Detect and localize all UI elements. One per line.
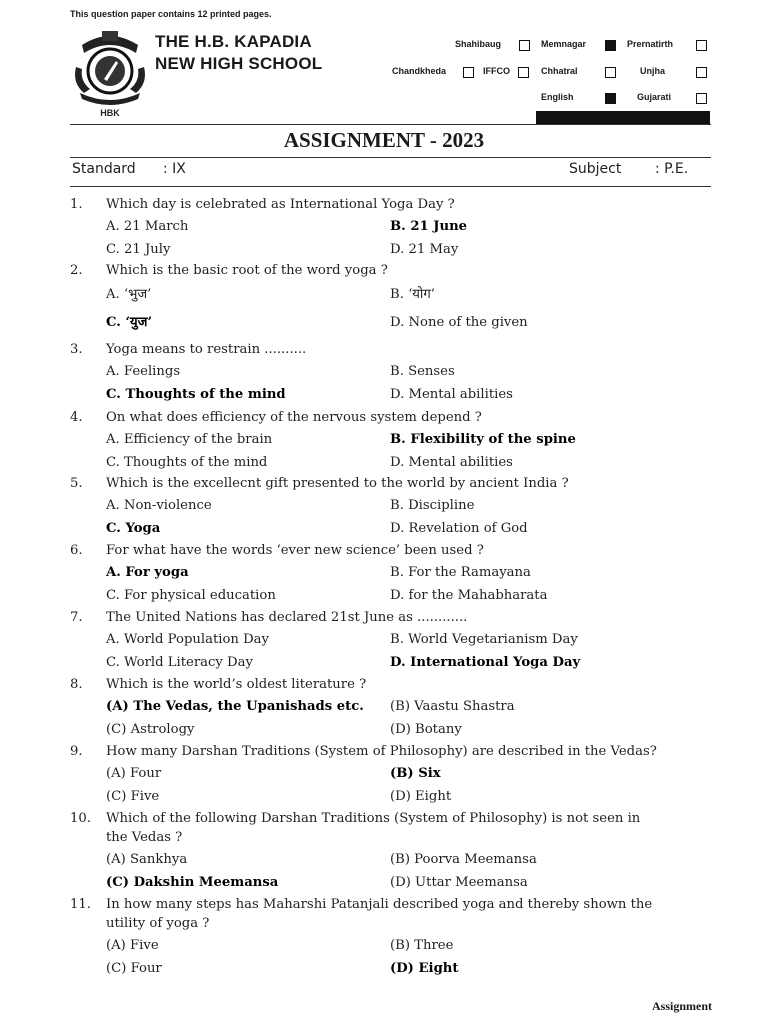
subject-value: : P.E. (655, 161, 689, 177)
branch-checkbox-iffco[interactable] (518, 67, 529, 78)
option: C. Thoughts of the mind (106, 454, 268, 470)
school-name-line1: THE H.B. KAPADIA (155, 32, 312, 51)
branch-checkbox-chandkheda[interactable] (463, 67, 474, 78)
branch-label-chandkheda: Chandkheda (392, 66, 447, 76)
correct-option: C. Yoga (106, 520, 161, 536)
correct-option: (B) Six (390, 766, 441, 781)
question-number: 4. (70, 410, 83, 425)
branch-checkbox-memnagar[interactable] (605, 40, 616, 51)
option: (D) Uttar Meemansa (390, 874, 528, 890)
question-number: 7. (70, 610, 83, 625)
correct-option: B. Flexibility of the spine (390, 432, 576, 447)
option: A. World Population Day (106, 632, 269, 647)
page-count-note: This question paper contains 12 printed pages. (70, 9, 272, 19)
branch-checkbox-gujarati[interactable] (696, 93, 707, 104)
question-text: In how many steps has Maharshi Patanjali described yoga and thereby shown the (106, 897, 653, 912)
question-number: 8. (70, 677, 83, 692)
option: (C) Five (106, 788, 160, 804)
footer-label: Assignment (651, 999, 712, 1013)
correct-option: A. For yoga (106, 565, 189, 580)
correct-option: C. ‘युज’ (106, 315, 153, 330)
question-number: 3. (70, 342, 83, 357)
correct-option: B. 21 June (390, 219, 468, 234)
question-text: utility of yoga ? (106, 916, 210, 931)
option: (D) Botany (390, 721, 462, 737)
question-number: 2. (70, 263, 83, 278)
meta-divider (70, 186, 711, 187)
option: (B) Three (390, 938, 454, 953)
question-text: Yoga means to restrain .......... (106, 342, 307, 357)
branch-label-memnagar: Memnagar (541, 39, 587, 49)
option: A. Efficiency of the brain (106, 432, 273, 447)
question-text: Which day is celebrated as International Yoga Day ? (106, 197, 455, 212)
option: (C) Astrology (106, 721, 195, 737)
branch-label-iffco: IFFCO (483, 66, 510, 76)
option: B. Senses (390, 364, 455, 379)
option: (B) Poorva Meemansa (390, 852, 537, 867)
option: D. Mental abilities (390, 454, 513, 470)
assignment-title: ASSIGNMENT - 2023 (283, 128, 485, 152)
option: C. 21 July (106, 241, 171, 257)
question-text: How many Darshan Traditions (System of Philosophy) are described in the Vedas? (106, 744, 657, 759)
option: A. ‘भुज’ (106, 287, 152, 302)
option: C. World Literacy Day (106, 654, 253, 670)
branch-checkbox-unjha[interactable] (696, 67, 707, 78)
option: D. 21 May (390, 241, 459, 257)
option: A. 21 March (106, 219, 189, 234)
school-logo (70, 27, 150, 119)
option: D. Mental abilities (390, 386, 513, 402)
question-text: The United Nations has declared 21st June as ............ (106, 610, 468, 625)
option: D. None of the given (390, 315, 528, 330)
option: C. For physical education (106, 587, 276, 603)
branch-label-chhatral: Chhatral (541, 66, 578, 76)
school-name-line2: NEW HIGH SCHOOL (155, 54, 323, 73)
option: B. World Vegetarianism Day (390, 632, 578, 647)
question-text: Which is the basic root of the word yoga ? (106, 263, 388, 278)
question-number: 6. (70, 543, 83, 558)
option: (A) Sankhya (106, 852, 188, 867)
question-text: For what have the words ‘ever new science’ been used ? (106, 543, 484, 558)
correct-option: C. Thoughts of the mind (106, 386, 286, 402)
option: A. Non-violence (106, 498, 212, 513)
question-text: On what does efficiency of the nervous system depend ? (106, 410, 482, 425)
correct-option: (A) The Vedas, the Upanishads etc. (106, 699, 364, 714)
option: D. Revelation of God (390, 520, 528, 536)
branch-label-shahibaug: Shahibaug (455, 39, 502, 49)
branch-checkbox-prernatirth[interactable] (696, 40, 707, 51)
branch-checkbox-chhatral[interactable] (605, 67, 616, 78)
standard-label: Standard (72, 161, 136, 177)
option: B. Discipline (390, 498, 475, 513)
logo-text: HBK (100, 108, 120, 118)
correct-option: D. International Yoga Day (390, 654, 581, 670)
question-text: Which is the world’s oldest literature ? (106, 677, 367, 692)
branch-label-prernatirth: Prernatirth (627, 39, 674, 49)
branch-label-unjha: Unjha (640, 66, 666, 76)
standard-value: : IX (163, 161, 186, 177)
header-divider (70, 124, 711, 125)
question-number: 9. (70, 744, 83, 759)
branch-checkbox-english[interactable] (605, 93, 616, 104)
question-text: Which of the following Darshan Traditions (System of Philosophy) is not seen in (106, 811, 641, 826)
question-number: 5. (70, 476, 83, 491)
question-text: the Vedas ? (106, 830, 183, 845)
question-number: 1. (70, 197, 83, 212)
subject-label: Subject (569, 161, 622, 177)
branch-checkbox-shahibaug[interactable] (519, 40, 530, 51)
header-black-bar (536, 111, 710, 124)
option: (D) Eight (390, 788, 452, 804)
branch-label-gujarati: Gujarati (637, 92, 672, 102)
option: B. ‘योग’ (390, 287, 435, 302)
option: A. Feelings (106, 364, 181, 379)
option: (A) Four (106, 766, 162, 781)
school-name (155, 31, 322, 75)
branch-label-english: English (541, 92, 574, 102)
question-number: 11. (70, 897, 91, 912)
option: (B) Vaastu Shastra (390, 699, 515, 714)
option: (A) Five (106, 938, 159, 953)
question-number: 10. (70, 811, 91, 826)
correct-option: (D) Eight (390, 960, 459, 976)
option: (C) Four (106, 960, 162, 976)
option: D. for the Mahabharata (390, 587, 548, 603)
correct-option: (C) Dakshin Meemansa (106, 874, 279, 890)
option: B. For the Ramayana (390, 565, 531, 580)
title-divider (70, 157, 711, 158)
question-text: Which is the excellecnt gift presented to the world by ancient India ? (106, 476, 569, 491)
